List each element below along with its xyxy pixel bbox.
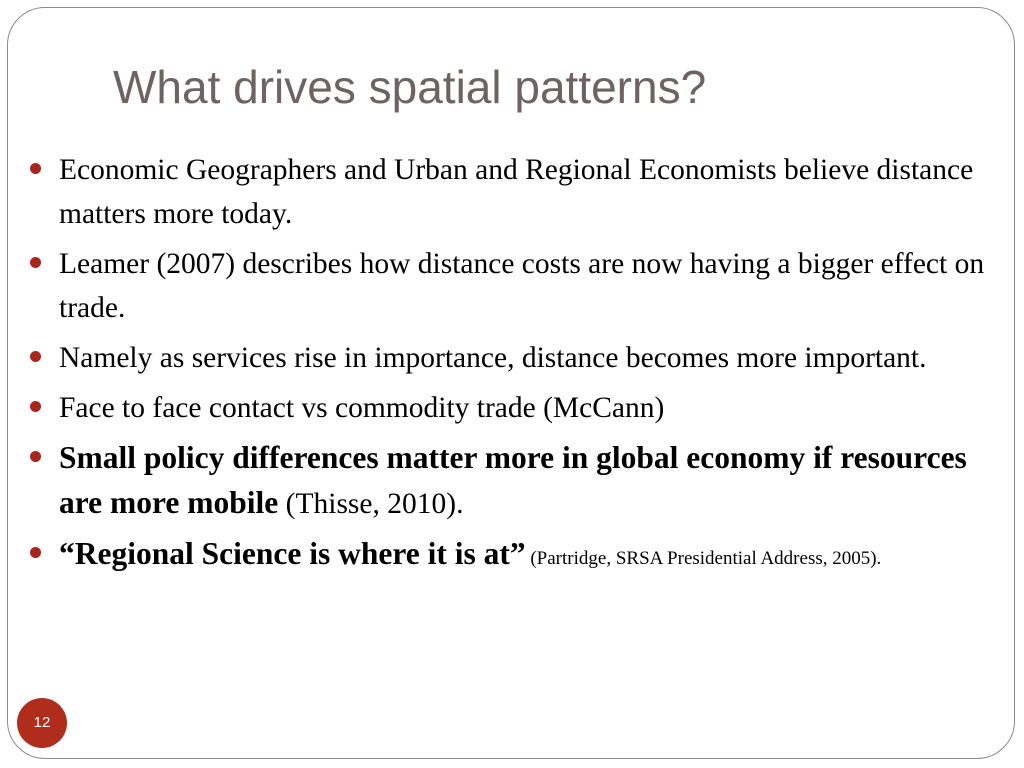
bullet-item	[27, 242, 1012, 330]
bullet-item	[27, 532, 1012, 581]
bullet-item	[27, 436, 1012, 526]
bullet-dot-icon	[30, 547, 41, 558]
bullet-item	[27, 386, 1012, 430]
bullet-dot-icon	[30, 163, 41, 174]
bullet-dot-icon	[30, 401, 41, 412]
bullet-bold-text: Small policy differences matter more in global economy if resources are more mobile	[59, 440, 967, 520]
bullet-text: Leamer (2007) describes how distance costs are now having a bigger effect on trade.	[59, 248, 985, 324]
bullet-citation: (Partridge, SRSA Presidential Address, 2005).	[525, 548, 882, 569]
bullet-text: Face to face contact vs commodity trade (McCann)	[59, 392, 665, 424]
bullet-text: Namely as services rise in importance, distance becomes more important.	[59, 342, 927, 374]
bullet-quote: “Regional Science is where it is at”	[59, 536, 526, 571]
slide-title: What drives spatial patterns?	[113, 61, 707, 113]
bullet-text: Economic Geographers and Urban and Regional Economists believe distance matters more today.	[59, 154, 974, 230]
bullet-item	[27, 336, 1012, 380]
bullet-dot-icon	[30, 351, 41, 362]
bullet-list	[27, 148, 1012, 587]
bullet-item	[27, 148, 1012, 236]
bullet-dot-icon	[30, 257, 41, 268]
slide-number-badge: 12	[17, 698, 67, 748]
bullet-citation: (Thisse, 2010).	[278, 488, 464, 520]
bullet-dot-icon	[30, 451, 41, 462]
